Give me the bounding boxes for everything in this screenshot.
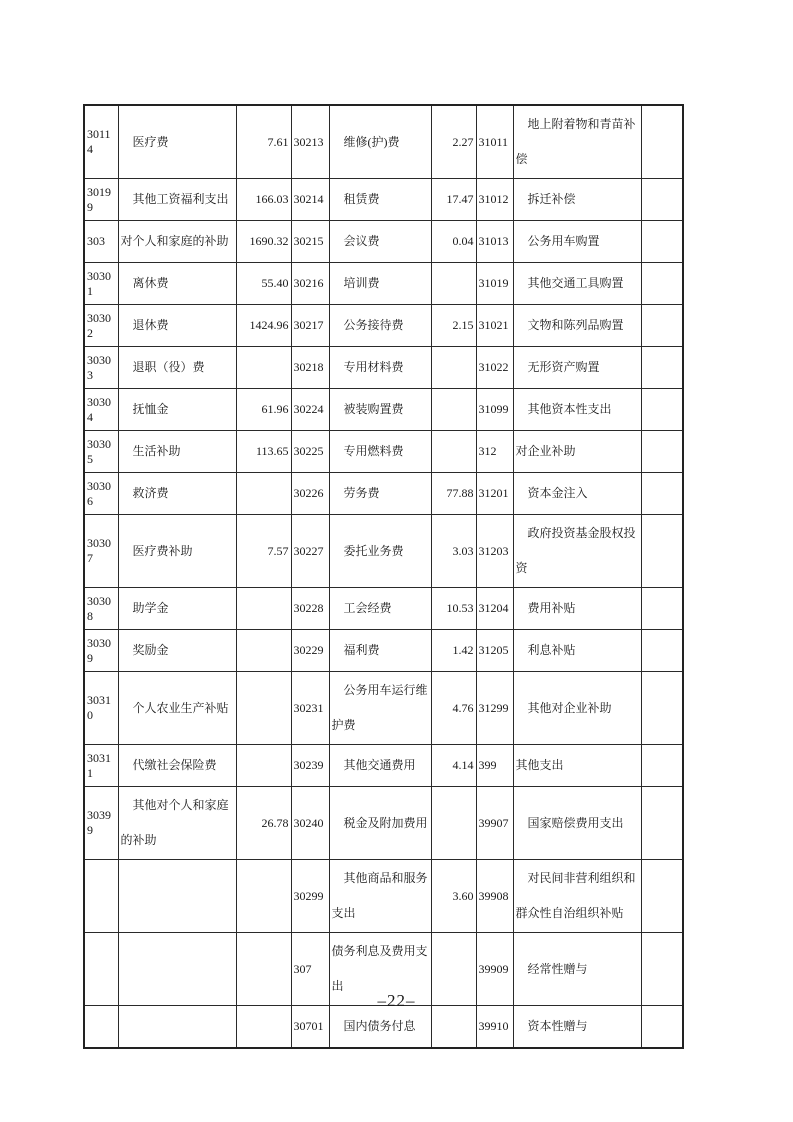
cell-name: 费用补贴 — [513, 588, 641, 630]
table-row — [84, 221, 683, 263]
cell-code: 31201 — [476, 473, 513, 515]
cell-amount — [431, 263, 476, 305]
cell-name: 培训费 — [329, 263, 431, 305]
table-row — [84, 630, 683, 672]
cell-amount — [431, 787, 476, 860]
cell-amount — [431, 347, 476, 389]
cell-amount — [641, 1006, 683, 1049]
cell-name: 对民间非营利组织和群众性自治组织补贴 — [513, 860, 641, 933]
cell-name: 奖励金 — [118, 630, 236, 672]
cell-code: 30305 — [84, 431, 118, 473]
cell-amount: 77.88 — [431, 473, 476, 515]
cell-amount — [641, 860, 683, 933]
cell-amount — [641, 672, 683, 745]
cell-amount: 7.57 — [236, 515, 291, 588]
cell-code: 30214 — [291, 179, 329, 221]
cell-code: 30226 — [291, 473, 329, 515]
cell-amount — [236, 347, 291, 389]
cell-name: 公务用车购置 — [513, 221, 641, 263]
cell-code: 31019 — [476, 263, 513, 305]
cell-name: 政府投资基金股权投资 — [513, 515, 641, 588]
cell-amount: 2.27 — [431, 105, 476, 179]
cell-name: 专用材料费 — [329, 347, 431, 389]
cell-code: 39907 — [476, 787, 513, 860]
cell-amount — [236, 473, 291, 515]
cell-name: 退职（役）费 — [118, 347, 236, 389]
cell-code: 30310 — [84, 672, 118, 745]
cell-name: 资本性赠与 — [513, 1006, 641, 1049]
cell-code: 30701 — [291, 1006, 329, 1049]
cell-code: 312 — [476, 431, 513, 473]
cell-name: 工会经费 — [329, 588, 431, 630]
cell-amount: 61.96 — [236, 389, 291, 431]
cell-name: 其他商品和服务支出 — [329, 860, 431, 933]
cell-amount — [641, 221, 683, 263]
cell-amount: 10.53 — [431, 588, 476, 630]
cell-amount: 3.60 — [431, 860, 476, 933]
cell-amount — [641, 431, 683, 473]
cell-amount — [641, 263, 683, 305]
cell-name: 拆迁补偿 — [513, 179, 641, 221]
cell-code: 30240 — [291, 787, 329, 860]
cell-amount — [641, 179, 683, 221]
budget-table-body — [84, 105, 683, 1048]
cell-amount — [641, 347, 683, 389]
cell-code: 30231 — [291, 672, 329, 745]
cell-code: 30302 — [84, 305, 118, 347]
cell-name: 维修(护)费 — [329, 105, 431, 179]
cell-amount: 4.76 — [431, 672, 476, 745]
cell-name: 国内债务付息 — [329, 1006, 431, 1049]
cell-name: 资本金注入 — [513, 473, 641, 515]
cell-name: 其他资本性支出 — [513, 389, 641, 431]
cell-name: 其他交通费用 — [329, 745, 431, 787]
cell-amount: 2.15 — [431, 305, 476, 347]
cell-code: 30218 — [291, 347, 329, 389]
cell-code: 30304 — [84, 389, 118, 431]
cell-amount — [641, 630, 683, 672]
cell-amount: 55.40 — [236, 263, 291, 305]
cell-amount — [236, 588, 291, 630]
cell-name: 公务用车运行维护费 — [329, 672, 431, 745]
cell-amount — [641, 515, 683, 588]
cell-code — [84, 1006, 118, 1049]
cell-code: 399 — [476, 745, 513, 787]
cell-code — [84, 860, 118, 933]
cell-amount — [431, 389, 476, 431]
cell-name: 退休费 — [118, 305, 236, 347]
cell-amount — [641, 305, 683, 347]
cell-amount — [641, 389, 683, 431]
cell-code: 30216 — [291, 263, 329, 305]
cell-code: 30229 — [291, 630, 329, 672]
table-row — [84, 389, 683, 431]
cell-code: 31204 — [476, 588, 513, 630]
cell-name — [118, 860, 236, 933]
cell-code: 31022 — [476, 347, 513, 389]
cell-code: 30309 — [84, 630, 118, 672]
cell-name: 利息补贴 — [513, 630, 641, 672]
cell-amount: 26.78 — [236, 787, 291, 860]
cell-amount — [641, 473, 683, 515]
table-row — [84, 787, 683, 860]
table-row — [84, 515, 683, 588]
cell-code: 30224 — [291, 389, 329, 431]
cell-name: 委托业务费 — [329, 515, 431, 588]
cell-amount: 166.03 — [236, 179, 291, 221]
cell-code: 31205 — [476, 630, 513, 672]
cell-name: 会议费 — [329, 221, 431, 263]
cell-name: 其他对个人和家庭的补助 — [118, 787, 236, 860]
cell-amount — [236, 672, 291, 745]
cell-name: 医疗费 — [118, 105, 236, 179]
cell-amount — [236, 630, 291, 672]
cell-code: 31099 — [476, 389, 513, 431]
cell-code: 31203 — [476, 515, 513, 588]
cell-amount — [641, 745, 683, 787]
cell-code: 30239 — [291, 745, 329, 787]
cell-name: 公务接待费 — [329, 305, 431, 347]
cell-name: 助学金 — [118, 588, 236, 630]
cell-code: 30217 — [291, 305, 329, 347]
cell-code: 30308 — [84, 588, 118, 630]
cell-name: 医疗费补助 — [118, 515, 236, 588]
cell-code: 39908 — [476, 860, 513, 933]
cell-name: 对个人和家庭的补助 — [118, 221, 236, 263]
cell-name: 代缴社会保险费 — [118, 745, 236, 787]
cell-name — [118, 1006, 236, 1049]
cell-name: 税金及附加费用 — [329, 787, 431, 860]
cell-amount — [236, 860, 291, 933]
table-row — [84, 347, 683, 389]
cell-name: 租赁费 — [329, 179, 431, 221]
cell-amount: 4.14 — [431, 745, 476, 787]
table-row — [84, 672, 683, 745]
cell-amount — [236, 745, 291, 787]
cell-name: 其他支出 — [513, 745, 641, 787]
cell-name: 对企业补助 — [513, 431, 641, 473]
cell-code: 31011 — [476, 105, 513, 179]
cell-name: 劳务费 — [329, 473, 431, 515]
cell-amount: 3.03 — [431, 515, 476, 588]
cell-code: 39909 — [476, 933, 513, 1006]
page-number: –22– — [377, 991, 416, 1010]
cell-name: 生活补助 — [118, 431, 236, 473]
cell-code: 30307 — [84, 515, 118, 588]
cell-code: 30213 — [291, 105, 329, 179]
cell-code: 30299 — [291, 860, 329, 933]
cell-name: 债务利息及费用支出 — [329, 933, 431, 1006]
cell-code: 303 — [84, 221, 118, 263]
cell-code: 30306 — [84, 473, 118, 515]
cell-code: 31299 — [476, 672, 513, 745]
cell-code: 30227 — [291, 515, 329, 588]
table-row — [84, 860, 683, 933]
cell-amount: 7.61 — [236, 105, 291, 179]
cell-amount — [641, 787, 683, 860]
budget-table — [83, 104, 684, 1049]
table-row — [84, 1006, 683, 1049]
cell-code: 30311 — [84, 745, 118, 787]
table-row — [84, 745, 683, 787]
cell-code: 31021 — [476, 305, 513, 347]
cell-code: 30399 — [84, 787, 118, 860]
cell-name: 救济费 — [118, 473, 236, 515]
cell-code: 31012 — [476, 179, 513, 221]
cell-name: 经常性赠与 — [513, 933, 641, 1006]
cell-code: 307 — [291, 933, 329, 1006]
cell-code: 30114 — [84, 105, 118, 179]
table-row — [84, 588, 683, 630]
cell-name: 国家赔偿费用支出 — [513, 787, 641, 860]
cell-name: 离休费 — [118, 263, 236, 305]
cell-name: 无形资产购置 — [513, 347, 641, 389]
cell-code: 30225 — [291, 431, 329, 473]
cell-amount: 17.47 — [431, 179, 476, 221]
cell-name: 福利费 — [329, 630, 431, 672]
cell-amount — [236, 1006, 291, 1049]
cell-code: 30303 — [84, 347, 118, 389]
cell-amount — [641, 105, 683, 179]
cell-name: 其他工资福利支出 — [118, 179, 236, 221]
cell-name: 被装购置费 — [329, 389, 431, 431]
cell-name: 抚恤金 — [118, 389, 236, 431]
cell-name: 其他交通工具购置 — [513, 263, 641, 305]
cell-amount: 0.04 — [431, 221, 476, 263]
cell-name: 专用燃料费 — [329, 431, 431, 473]
cell-name: 地上附着物和青苗补偿 — [513, 105, 641, 179]
cell-amount: 1424.96 — [236, 305, 291, 347]
cell-code: 30199 — [84, 179, 118, 221]
table-row — [84, 305, 683, 347]
cell-amount — [641, 588, 683, 630]
table-row — [84, 179, 683, 221]
cell-name: 个人农业生产补贴 — [118, 672, 236, 745]
table-row — [84, 431, 683, 473]
cell-amount: 113.65 — [236, 431, 291, 473]
cell-code: 31013 — [476, 221, 513, 263]
cell-amount: 1.42 — [431, 630, 476, 672]
table-row — [84, 263, 683, 305]
cell-amount — [431, 431, 476, 473]
table-row — [84, 105, 683, 179]
cell-code: 30228 — [291, 588, 329, 630]
cell-amount — [431, 1006, 476, 1049]
table-row — [84, 473, 683, 515]
cell-code: 39910 — [476, 1006, 513, 1049]
cell-amount: 1690.32 — [236, 221, 291, 263]
cell-name: 文物和陈列品购置 — [513, 305, 641, 347]
cell-code: 30215 — [291, 221, 329, 263]
cell-code: 30301 — [84, 263, 118, 305]
cell-name: 其他对企业补助 — [513, 672, 641, 745]
